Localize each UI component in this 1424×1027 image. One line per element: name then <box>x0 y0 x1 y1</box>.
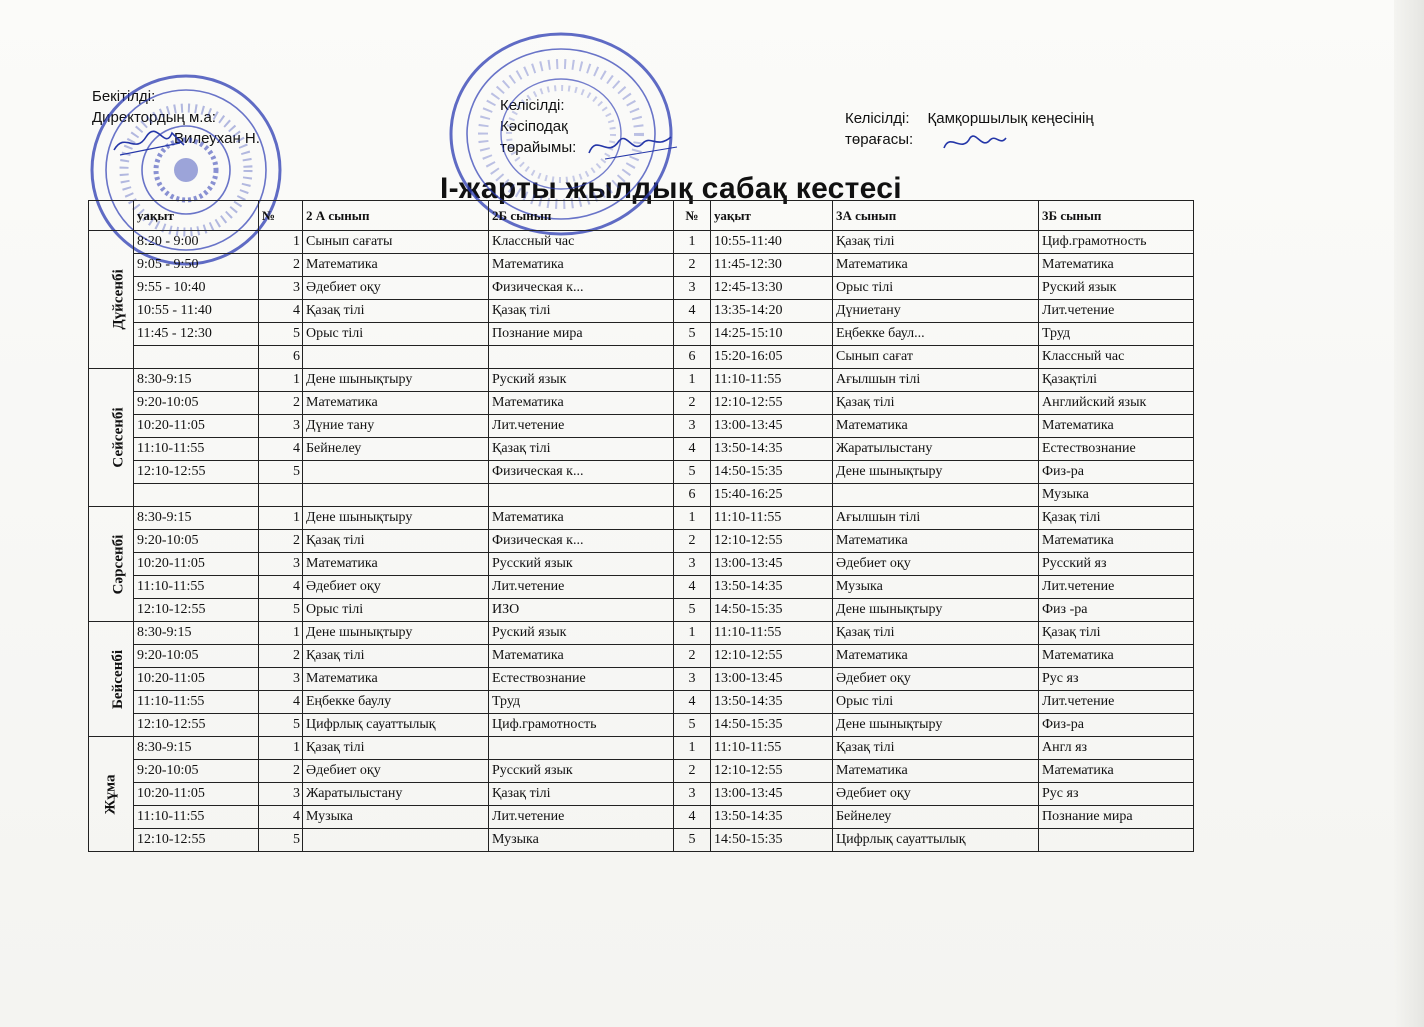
cell-num-right: 3 <box>674 783 711 806</box>
cell-class-3b: Циф.грамотность <box>1039 231 1194 254</box>
cell-class-3a: Математика <box>833 530 1039 553</box>
cell-class-3a: Еңбекке баул... <box>833 323 1039 346</box>
cell-class-3a: Қазақ тілі <box>833 737 1039 760</box>
cell-class-2a: Сынып сағаты <box>303 231 489 254</box>
cell-class-3a: Математика <box>833 645 1039 668</box>
schedule-table <box>88 200 1194 852</box>
cell-num-right: 2 <box>674 530 711 553</box>
table-row <box>89 576 1194 599</box>
cell-class-2a: Әдебиет оқу <box>303 760 489 783</box>
cell-class-3b: Математика <box>1039 254 1194 277</box>
cell-class-2b: Музыка <box>489 829 674 852</box>
table-row <box>89 461 1194 484</box>
col-header-time-right: уақыт <box>711 201 833 231</box>
cell-class-3b: Қазақ тілі <box>1039 622 1194 645</box>
cell-class-3b: Английский язык <box>1039 392 1194 415</box>
cell-class-2b: Математика <box>489 392 674 415</box>
cell-class-2b: Классный час <box>489 231 674 254</box>
table-row <box>89 507 1194 530</box>
cell-class-2b: Руский язык <box>489 369 674 392</box>
cell-time-right: 12:10-12:55 <box>711 392 833 415</box>
cell-num-left: 4 <box>259 300 303 323</box>
cell-num-right: 4 <box>674 691 711 714</box>
cell-time-left: 9:20-10:05 <box>134 760 259 783</box>
day-label: Жұма <box>102 774 119 814</box>
cell-class-3b <box>1039 829 1194 852</box>
director-signature <box>110 125 190 160</box>
cell-num-left: 2 <box>259 530 303 553</box>
cell-class-2b: Руский язык <box>489 622 674 645</box>
cell-time-right: 13:35-14:20 <box>711 300 833 323</box>
cell-time-right: 13:50-14:35 <box>711 806 833 829</box>
cell-num-right: 5 <box>674 323 711 346</box>
cell-class-3b: Классный час <box>1039 346 1194 369</box>
cell-time-left: 12:10-12:55 <box>134 714 259 737</box>
cell-class-2a: Қазақ тілі <box>303 737 489 760</box>
table-row <box>89 737 1194 760</box>
trade-union-signature <box>585 125 685 165</box>
cell-num-right: 3 <box>674 277 711 300</box>
cell-time-left: 10:20-11:05 <box>134 783 259 806</box>
cell-class-3a: Қазақ тілі <box>833 622 1039 645</box>
cell-class-2b: Қазақ тілі <box>489 300 674 323</box>
col-header-num-left: № <box>259 201 303 231</box>
cell-class-2a: Математика <box>303 254 489 277</box>
agreed-label-middle: Келісілді: <box>500 97 565 114</box>
cell-class-2a: Дене шынықтыру <box>303 369 489 392</box>
cell-class-2b: Циф.грамотность <box>489 714 674 737</box>
cell-class-3b: Русский яз <box>1039 553 1194 576</box>
cell-time-left: 8:30-9:15 <box>134 369 259 392</box>
cell-num-left: 2 <box>259 392 303 415</box>
cell-num-left: 4 <box>259 691 303 714</box>
cell-class-3a: Ағылшын тілі <box>833 507 1039 530</box>
table-row <box>89 783 1194 806</box>
cell-class-3a: Қазақ тілі <box>833 392 1039 415</box>
cell-num-right: 1 <box>674 737 711 760</box>
cell-time-right: 13:50-14:35 <box>711 691 833 714</box>
cell-class-2b <box>489 346 674 369</box>
cell-class-2b: Физическая к... <box>489 277 674 300</box>
cell-num-left: 4 <box>259 806 303 829</box>
cell-class-3b: Рус яз <box>1039 668 1194 691</box>
cell-class-2b: Русский язык <box>489 553 674 576</box>
table-row <box>89 484 1194 507</box>
cell-time-right: 15:20-16:05 <box>711 346 833 369</box>
cell-num-left: 4 <box>259 576 303 599</box>
cell-time-right: 11:10-11:55 <box>711 369 833 392</box>
cell-class-2a: Математика <box>303 668 489 691</box>
cell-class-3a: Орыс тілі <box>833 691 1039 714</box>
director-label: Директордың м.а: <box>92 109 216 126</box>
cell-time-right: 13:00-13:45 <box>711 553 833 576</box>
cell-time-left: 9:20-10:05 <box>134 530 259 553</box>
cell-time-left: 11:10-11:55 <box>134 576 259 599</box>
cell-class-3b: Физ -ра <box>1039 599 1194 622</box>
cell-time-left: 12:10-12:55 <box>134 461 259 484</box>
cell-time-right: 14:50-15:35 <box>711 599 833 622</box>
col-header-num-right: № <box>674 201 711 231</box>
col-header-2a: 2 А сынып <box>303 201 489 231</box>
cell-num-right: 3 <box>674 668 711 691</box>
cell-class-2b: Лит.четение <box>489 576 674 599</box>
cell-num-right: 4 <box>674 438 711 461</box>
table-row <box>89 415 1194 438</box>
cell-class-3a: Цифрлық сауаттылық <box>833 829 1039 852</box>
cell-time-right: 15:40-16:25 <box>711 484 833 507</box>
cell-class-3b: Англ яз <box>1039 737 1194 760</box>
cell-class-3a: Сынып сағат <box>833 346 1039 369</box>
table-row <box>89 277 1194 300</box>
cell-class-3a: Әдебиет оқу <box>833 553 1039 576</box>
cell-num-left: 5 <box>259 829 303 852</box>
cell-time-left: 10:20-11:05 <box>134 415 259 438</box>
cell-time-right: 11:10-11:55 <box>711 622 833 645</box>
cell-class-3a: Дене шынықтыру <box>833 599 1039 622</box>
cell-num-right: 1 <box>674 231 711 254</box>
table-row <box>89 622 1194 645</box>
cell-num-left: 2 <box>259 254 303 277</box>
table-row <box>89 438 1194 461</box>
cell-num-left: 3 <box>259 668 303 691</box>
table-header-row <box>89 201 1194 231</box>
board-chair-signature <box>940 128 1010 158</box>
table-row <box>89 530 1194 553</box>
cell-class-3b: Лит.четение <box>1039 576 1194 599</box>
cell-num-left: 5 <box>259 461 303 484</box>
cell-time-left: 10:20-11:05 <box>134 553 259 576</box>
cell-num-right: 2 <box>674 645 711 668</box>
col-header-time-left: уақыт <box>134 201 259 231</box>
cell-class-3b: Лит.четение <box>1039 300 1194 323</box>
cell-num-left: 1 <box>259 737 303 760</box>
cell-class-2a: Математика <box>303 553 489 576</box>
cell-class-2a: Әдебиет оқу <box>303 277 489 300</box>
table-row <box>89 231 1194 254</box>
cell-time-right: 11:10-11:55 <box>711 507 833 530</box>
cell-time-right: 12:10-12:55 <box>711 530 833 553</box>
cell-num-right: 4 <box>674 576 711 599</box>
cell-time-right: 14:50-15:35 <box>711 461 833 484</box>
cell-class-2b: Естествознание <box>489 668 674 691</box>
cell-num-right: 4 <box>674 806 711 829</box>
cell-time-left: 9:55 - 10:40 <box>134 277 259 300</box>
cell-time-right: 13:50-14:35 <box>711 438 833 461</box>
cell-class-2a: Қазақ тілі <box>303 645 489 668</box>
cell-class-2a: Бейнелеу <box>303 438 489 461</box>
cell-time-left: 12:10-12:55 <box>134 599 259 622</box>
cell-time-left: 11:10-11:55 <box>134 438 259 461</box>
director-name: Вилеухан Н. <box>174 130 260 147</box>
cell-num-left: 1 <box>259 622 303 645</box>
chairwoman-label: төрайымы: <box>500 139 577 156</box>
cell-num-right: 1 <box>674 369 711 392</box>
cell-time-right: 12:10-12:55 <box>711 760 833 783</box>
approved-label: Бекітілді: <box>92 88 156 105</box>
day-cell <box>89 737 134 852</box>
cell-class-3b: Қазақтілі <box>1039 369 1194 392</box>
cell-class-2a: Қазақ тілі <box>303 300 489 323</box>
cell-num-left: 3 <box>259 783 303 806</box>
trade-union-label: Кәсіподақ <box>500 118 568 135</box>
cell-class-2b: Қазақ тілі <box>489 438 674 461</box>
table-row <box>89 599 1194 622</box>
cell-class-2a: Жаратылыстану <box>303 783 489 806</box>
col-header-3b: 3Б сынып <box>1039 201 1194 231</box>
cell-time-right: 13:00-13:45 <box>711 783 833 806</box>
cell-class-3a: Дүниетану <box>833 300 1039 323</box>
cell-class-3a: Әдебиет оқу <box>833 668 1039 691</box>
cell-time-right: 14:50-15:35 <box>711 714 833 737</box>
cell-time-left: 9:05 - 9:50 <box>134 254 259 277</box>
cell-class-3b: Физ-ра <box>1039 714 1194 737</box>
cell-num-left: 2 <box>259 645 303 668</box>
cell-time-left: 11:45 - 12:30 <box>134 323 259 346</box>
cell-num-left <box>259 484 303 507</box>
table-row <box>89 668 1194 691</box>
cell-num-left: 1 <box>259 369 303 392</box>
cell-class-2b: ИЗО <box>489 599 674 622</box>
cell-time-right: 14:50-15:35 <box>711 829 833 852</box>
cell-class-2b: Қазақ тілі <box>489 783 674 806</box>
cell-num-left: 5 <box>259 323 303 346</box>
cell-time-left: 10:55 - 11:40 <box>134 300 259 323</box>
page-title: І-жарты жылдық сабақ кестесі <box>440 172 902 205</box>
day-cell <box>89 622 134 737</box>
cell-time-right: 12:45-13:30 <box>711 277 833 300</box>
cell-class-3b: Математика <box>1039 760 1194 783</box>
cell-class-3a: Музыка <box>833 576 1039 599</box>
cell-num-right: 6 <box>674 484 711 507</box>
table-row <box>89 645 1194 668</box>
cell-class-2a: Математика <box>303 392 489 415</box>
table-row <box>89 346 1194 369</box>
cell-time-left: 9:20-10:05 <box>134 392 259 415</box>
cell-class-2a <box>303 461 489 484</box>
agreed-label-right: Келісілді: <box>845 110 910 127</box>
cell-num-left: 1 <box>259 231 303 254</box>
cell-class-2b: Математика <box>489 645 674 668</box>
cell-class-3a <box>833 484 1039 507</box>
table-row <box>89 254 1194 277</box>
cell-class-3a: Жаратылыстану <box>833 438 1039 461</box>
cell-time-left: 12:10-12:55 <box>134 829 259 852</box>
cell-num-right: 3 <box>674 415 711 438</box>
table-row <box>89 392 1194 415</box>
day-cell <box>89 369 134 507</box>
cell-class-3b: Труд <box>1039 323 1194 346</box>
board-chair-label: төрағасы: <box>845 131 914 148</box>
cell-class-3a: Қазақ тілі <box>833 231 1039 254</box>
cell-time-left: 9:20-10:05 <box>134 645 259 668</box>
cell-class-3b: Математика <box>1039 645 1194 668</box>
cell-class-2b: Лит.четение <box>489 415 674 438</box>
cell-time-right: 10:55-11:40 <box>711 231 833 254</box>
day-header <box>89 201 134 231</box>
cell-class-3a: Дене шынықтыру <box>833 461 1039 484</box>
cell-class-2a <box>303 484 489 507</box>
day-cell <box>89 507 134 622</box>
cell-num-right: 1 <box>674 507 711 530</box>
cell-class-2b: Лит.четение <box>489 806 674 829</box>
cell-time-right: 13:00-13:45 <box>711 668 833 691</box>
cell-class-3a: Орыс тілі <box>833 277 1039 300</box>
cell-time-right: 11:45-12:30 <box>711 254 833 277</box>
cell-class-2a: Дене шынықтыру <box>303 622 489 645</box>
table-row <box>89 806 1194 829</box>
cell-num-right: 1 <box>674 622 711 645</box>
cell-class-2b <box>489 484 674 507</box>
cell-num-left: 3 <box>259 277 303 300</box>
cell-time-right: 13:50-14:35 <box>711 576 833 599</box>
cell-class-2b: Труд <box>489 691 674 714</box>
day-label: Сәрсенбі <box>110 534 127 594</box>
cell-time-left: 10:20-11:05 <box>134 668 259 691</box>
cell-class-2b: Познание мира <box>489 323 674 346</box>
cell-class-3b: Физ-ра <box>1039 461 1194 484</box>
cell-class-3a: Әдебиет оқу <box>833 783 1039 806</box>
cell-class-2a: Музыка <box>303 806 489 829</box>
cell-class-2a: Әдебиет оқу <box>303 576 489 599</box>
cell-class-3b: Познание мира <box>1039 806 1194 829</box>
day-label: Дүйсенбі <box>110 269 127 330</box>
cell-class-3b: Математика <box>1039 415 1194 438</box>
table-row <box>89 829 1194 852</box>
cell-num-right: 3 <box>674 553 711 576</box>
cell-class-2a <box>303 829 489 852</box>
cell-time-left: 8:30-9:15 <box>134 507 259 530</box>
table-row <box>89 323 1194 346</box>
cell-class-3b: Музыка <box>1039 484 1194 507</box>
board-label: Қамқоршылық кеңесінің <box>927 110 1094 127</box>
day-label: Сейсенбі <box>110 407 127 468</box>
cell-class-3a: Ағылшын тілі <box>833 369 1039 392</box>
cell-num-left: 6 <box>259 346 303 369</box>
cell-class-2b: Физическая к... <box>489 530 674 553</box>
table-row <box>89 691 1194 714</box>
cell-class-3b: Естествознание <box>1039 438 1194 461</box>
table-row <box>89 369 1194 392</box>
cell-class-2a: Орыс тілі <box>303 599 489 622</box>
cell-time-left <box>134 484 259 507</box>
cell-time-left: 11:10-11:55 <box>134 691 259 714</box>
cell-class-3a: Математика <box>833 254 1039 277</box>
day-cell <box>89 231 134 369</box>
cell-time-right: 14:25-15:10 <box>711 323 833 346</box>
cell-num-left: 4 <box>259 438 303 461</box>
col-header-2b: 2Б сынып <box>489 201 674 231</box>
cell-class-2a: Дене шынықтыру <box>303 507 489 530</box>
cell-time-right: 12:10-12:55 <box>711 645 833 668</box>
table-row <box>89 760 1194 783</box>
table-row <box>89 714 1194 737</box>
cell-time-left: 8:30-9:15 <box>134 737 259 760</box>
cell-num-right: 4 <box>674 300 711 323</box>
cell-class-2b: Русский язык <box>489 760 674 783</box>
col-header-3a: 3А сынып <box>833 201 1039 231</box>
cell-num-left: 5 <box>259 599 303 622</box>
cell-class-3a: Дене шынықтыру <box>833 714 1039 737</box>
cell-class-2a: Орыс тілі <box>303 323 489 346</box>
cell-time-left: 8:30-9:15 <box>134 622 259 645</box>
cell-class-2b: Математика <box>489 507 674 530</box>
cell-num-right: 5 <box>674 599 711 622</box>
day-label: Бейсенбі <box>110 649 127 709</box>
cell-time-right: 11:10-11:55 <box>711 737 833 760</box>
cell-class-2a: Дүние тану <box>303 415 489 438</box>
cell-num-left: 3 <box>259 553 303 576</box>
cell-num-right: 2 <box>674 760 711 783</box>
cell-class-3a: Бейнелеу <box>833 806 1039 829</box>
cell-time-left: 11:10-11:55 <box>134 806 259 829</box>
cell-class-2a: Қазақ тілі <box>303 530 489 553</box>
cell-class-3b: Қазақ тілі <box>1039 507 1194 530</box>
cell-class-3a: Математика <box>833 415 1039 438</box>
cell-class-3b: Рус яз <box>1039 783 1194 806</box>
page-edge-shadow <box>1394 0 1424 1027</box>
cell-num-left: 3 <box>259 415 303 438</box>
cell-class-2b: Физическая к... <box>489 461 674 484</box>
cell-class-3b: Математика <box>1039 530 1194 553</box>
cell-time-right: 13:00-13:45 <box>711 415 833 438</box>
cell-class-2a: Цифрлық сауаттылық <box>303 714 489 737</box>
cell-num-right: 5 <box>674 461 711 484</box>
cell-num-right: 5 <box>674 829 711 852</box>
cell-class-3b: Лит.четение <box>1039 691 1194 714</box>
cell-num-right: 2 <box>674 392 711 415</box>
cell-class-3a: Математика <box>833 760 1039 783</box>
table-row <box>89 300 1194 323</box>
cell-time-left <box>134 346 259 369</box>
schedule-body <box>89 231 1194 852</box>
cell-class-2b: Математика <box>489 254 674 277</box>
table-row <box>89 553 1194 576</box>
cell-num-right: 5 <box>674 714 711 737</box>
cell-num-right: 2 <box>674 254 711 277</box>
cell-num-left: 5 <box>259 714 303 737</box>
cell-num-left: 2 <box>259 760 303 783</box>
cell-class-3b: Руский язык <box>1039 277 1194 300</box>
cell-num-left: 1 <box>259 507 303 530</box>
cell-class-2a: Еңбекке баулу <box>303 691 489 714</box>
cell-num-right: 6 <box>674 346 711 369</box>
cell-class-2b <box>489 737 674 760</box>
cell-time-left: 8:20 - 9:00 <box>134 231 259 254</box>
cell-class-2a <box>303 346 489 369</box>
